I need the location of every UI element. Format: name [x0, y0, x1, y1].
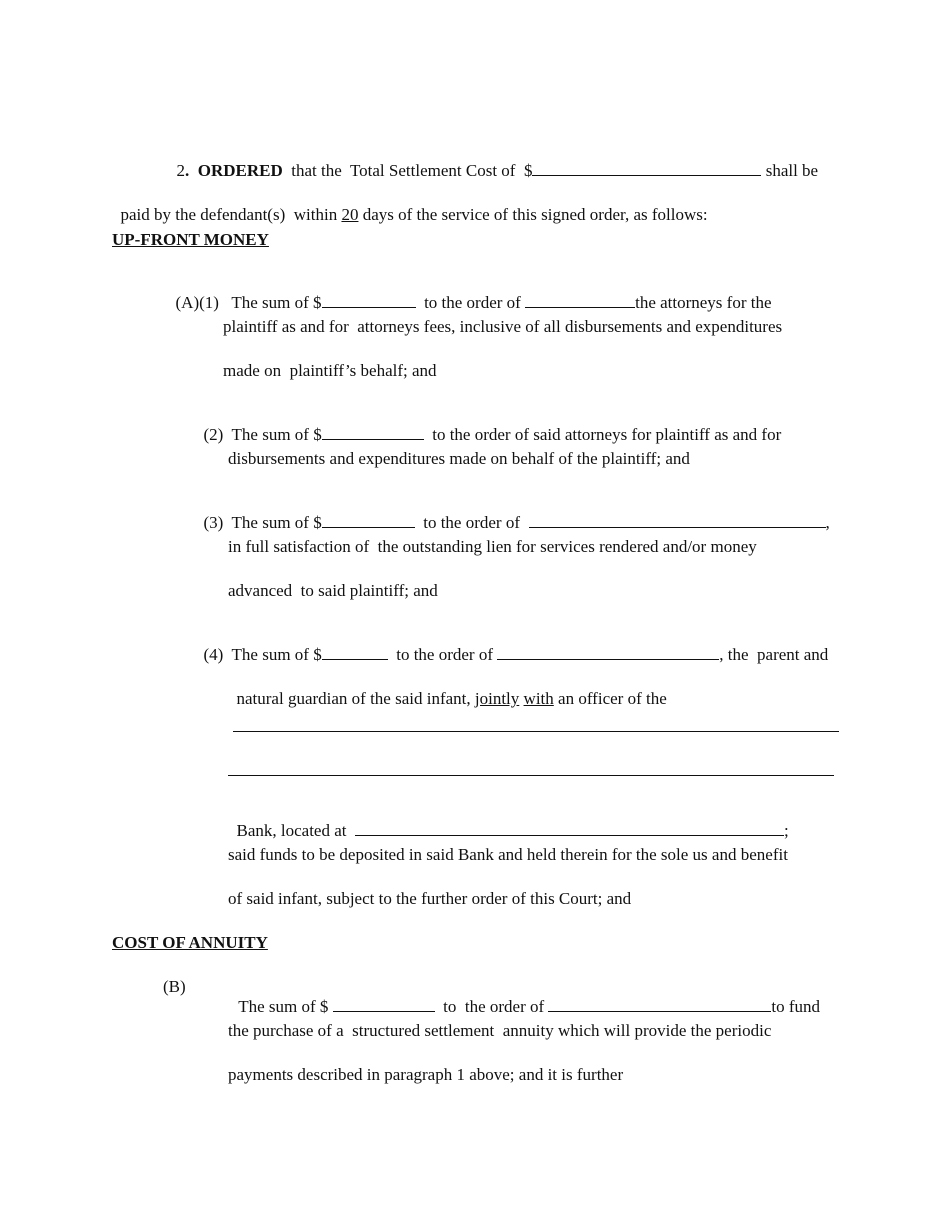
- a1-payee-blank[interactable]: [525, 293, 635, 308]
- ordered-line-2: [112, 185, 708, 225]
- funds-line: said funds to be deposited in said Bank and held therein for the sole us and benefit: [228, 845, 788, 864]
- ordered-keyword: ORDERED: [197, 161, 283, 180]
- bank-name-blank-line-1[interactable]: [233, 731, 839, 732]
- a3-amount-blank[interactable]: [322, 513, 415, 528]
- bank-name-blank-line-2[interactable]: [228, 775, 834, 776]
- a1-line-1: [167, 273, 772, 313]
- a3-comma: ,: [825, 513, 830, 532]
- total-settlement-cost-blank[interactable]: [532, 161, 761, 176]
- ordered-line-1: [168, 141, 818, 181]
- a2-line-1: [195, 405, 781, 445]
- a4-guardian-blank[interactable]: [497, 645, 719, 660]
- a3-pre: The sum of $: [231, 513, 322, 532]
- b-pre: The sum of $: [238, 997, 329, 1016]
- ordered-text-1: that the Total Settlement Cost of $: [291, 161, 533, 180]
- paragraph-number: 2: [176, 161, 185, 180]
- bank-location-blank[interactable]: [355, 821, 784, 836]
- ordered-line-2-post: days of the service of this signed order, as follows:: [358, 205, 708, 224]
- a3-label: (3): [203, 513, 224, 532]
- annuity-heading: COST OF ANNUITY: [112, 933, 268, 952]
- a2-label: (2): [203, 425, 224, 444]
- a1-amount-blank[interactable]: [322, 293, 416, 308]
- a4-line-2-post: an officer of the: [553, 689, 667, 708]
- bank-location-line: [228, 801, 789, 841]
- a1-pre: The sum of $: [231, 293, 322, 312]
- b-line-3: payments described in paragraph 1 above; and it is further: [228, 1065, 624, 1084]
- court-line: of said infant, subject to the further order of this Court; and: [228, 889, 632, 908]
- a4-amount-blank[interactable]: [322, 645, 388, 660]
- a4-line-2: [228, 669, 667, 709]
- a2-post: to the order of said attorneys for plaintiff as and for: [432, 425, 782, 444]
- a1-line-3: made on plaintiff’s behalf; and: [223, 361, 437, 380]
- a3-line-1: [195, 493, 830, 533]
- ordered-line-2-pre: paid by the defendant(s) within: [120, 205, 342, 224]
- a4-pre: The sum of $: [231, 645, 322, 664]
- a3-line-2: in full satisfaction of the outstanding lien for services rendered and/or money: [228, 537, 757, 556]
- jointly-word: jointly: [474, 689, 520, 708]
- a1-label: (A)(1): [175, 293, 219, 312]
- a3-payee-blank[interactable]: [529, 513, 826, 528]
- bank-location-semicolon: ;: [784, 821, 789, 840]
- a1-mid: to the order of: [424, 293, 521, 312]
- days-value: 20: [341, 205, 359, 224]
- b-amount-blank[interactable]: [333, 997, 435, 1012]
- a4-label: (4): [203, 645, 224, 664]
- b-line-2: the purchase of a structured settlement annuity which will provide the periodic: [228, 1021, 772, 1040]
- a3-line-3: advanced to said plaintiff; and: [228, 581, 438, 600]
- paragraph-number-dot: .: [185, 161, 190, 180]
- upfront-heading: UP-FRONT MONEY: [112, 230, 269, 249]
- a4-line-1: [195, 625, 828, 665]
- a4-line-2-pre: natural guardian of the said infant,: [236, 689, 475, 708]
- b-mid: to the order of: [443, 997, 545, 1016]
- b-label: (B): [163, 977, 186, 996]
- a4-post: , the parent and: [719, 645, 829, 664]
- with-word: with: [523, 689, 554, 708]
- ordered-text-2: shall be: [765, 161, 819, 180]
- b-post: to fund: [771, 997, 821, 1016]
- a1-line-2: plaintiff as and for attorneys fees, inclusive of all disbursements and expenditures: [223, 317, 783, 336]
- a2-line-2: disbursements and expenditures made on behalf of the plaintiff; and: [228, 449, 690, 468]
- bank-location-label: Bank, located at: [236, 821, 347, 840]
- b-payee-blank[interactable]: [548, 997, 771, 1012]
- a2-pre: The sum of $: [231, 425, 322, 444]
- a3-mid: to the order of: [423, 513, 520, 532]
- a4-mid: to the order of: [396, 645, 493, 664]
- a2-amount-blank[interactable]: [322, 425, 424, 440]
- b-line-1: [230, 977, 820, 1017]
- a1-post: the attorneys for the: [635, 293, 772, 312]
